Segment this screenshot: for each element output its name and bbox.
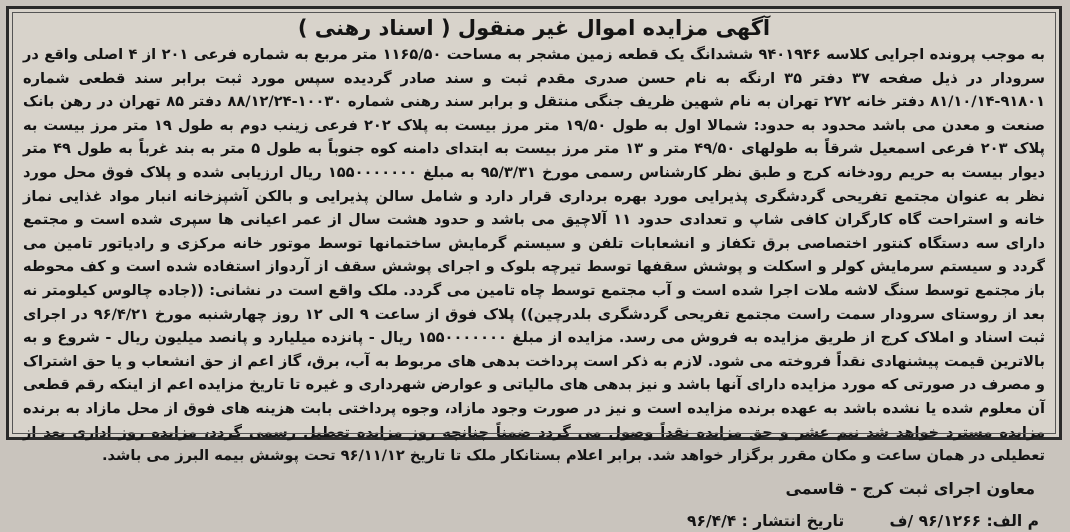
notice-body: به موجب پرونده اجرایی کلاسه ۹۴۰۱۹۴۶ ششدانگ یک قطعه زمین مشجر به مساحت ۱۱۶۵/۵۰ متر مربع به شماره فرعی ۲۰۱ از ۴ اصلی واقع در سرودار در ذیل صفحه ۳۷ دفتر ۳۵ ارنگه به نام حسن صدری مقدم ثبت و سند صادر گردیده سپس مورد ثبت برابر سند قطعی شماره ۹۱۸۰۱-۸۱/۱۰/۱۴ دفتر خانه ۲۷۲ تهران به نام شهین ظریف جنگی منتقل و برابر سند رهنی شماره ۱۰۰۳۰-۸۸/۱۲/۲۴ دفتر ۸۵ تهران در رهن بانک صنعت و معدن می باشد محدود به حدود: شمالا اول به طول ۱۹/۵۰ متر مرز بیست به پلاک ۲۰۲ فرعی زینب دوم به طول ۱۹ متر مرز بیست به پلاک ۲۰۳ فرعی اسمعیل شرقاً به طولهای ۴۹/۵۰ متر و ۱۳ متر مرز بیست به ابتدای دامنه کوه جنوباً به طول ۵ متر به بند غرباً به طول ۴۹ متر دیوار بیست به حریم رودخانه کرج و طبق نظر کارشناس رسمی مورخ ۹۵/۳/۳۱ به مبلغ ۱۵۵۰۰۰۰۰۰۰ ریال ارزیابی شده و پلاک فوق محل مورد نظر به عنوان مجتمع تفریحی گردشگری پذیرایی مورد بهره برداری قرار دارد و شامل سالن پذیرایی و بالکن آشپزخانه انبار مواد غذایی نماز خانه و استراحت گاه کارگران کافی شاپ و تعدادی حدود ۱۱ آلاچیق می باشد و حدود هشت سال از عمر اعیانی ها سپری شده است و مجتمع دارای سه دستگاه کنتور اختصاصی برق تکفاز و انشعابات تلفن و سیستم گرمایش ساختمانها توسط موتور خانه مرکزی و رادیاتور تامین می گردد و سیستم سرمایش کولر و اسکلت و پوشش سقفها توسط تیرچه بلوک و اجرای پوشش سقف از آردواز استفاده شده است و کف محوطه باز مجتمع توسط سنگ لاشه ملات اجرا شده است و آب مجتمع توسط چاه تامین می گردد. ملک واقع است در نشانی: ((جاده چالوس کیلومتر نه بعد از روستای سرودار سمت راست مجتمع تفریحی گردشگری بلدرچین)) پلاک فوق از ساعت ۹ الی ۱۲ روز چهارشنبه مورخ ۹۶/۴/۲۱ در اجرای ثبت اسناد و املاک کرج از طریق مزایده به فروش می رسد. مزایده از مبلغ ۱۵۵۰۰۰۰۰۰۰ ریال - پانزده میلیارد و پانصد میلیون ریال - شروع و به بالاترین قیمت پیشنهادی نقداً فروخته می شود. لازم به ذکر است پرداخت بدهی های مربوط به آب، برق، گاز اعم از حق انشعاب و یا حق اشتراک و مصرف در صورتی که مورد مزایده دارای آنها باشد و نیز بدهی های مالیاتی و عوارض شهرداری و غیره تا تاریخ مزایده اعم از اینکه رقم قطعی آن معلوم شده یا نشده باشد به عهده برنده مزایده است و نیز در صورت وجود مازاد، وجوه پرداختی بابت هزینه های فوق از محل مازاد به برنده مزایده مسترد خواهد شد نیم عشر و حق مزایده نقداً وصول می گردد ضمناً چنانچه روز مزایده تعطیل رسمی گردد، مزایده روز اداری بعد از تعطیلی در همان ساعت و مکان مقرر برگزار خواهد شد. برابر اعلام بستانکار ملک تا تاریخ ۹۶/۱۱/۱۲ تحت پوشش بیمه البرز می باشد. [23, 46, 1046, 465]
signature: معاون اجرای ثبت کرج - قاسمی [785, 478, 1035, 498]
auction-notice [6, 6, 1062, 530]
reference-number: م الف: ۹۶/۱۲۶۶ /ف [889, 511, 1039, 530]
notice-title: آگهی مزایده اموال غیر منقول ( اسناد رهنی ) [297, 16, 771, 40]
publish-date: تاریخ انتشار : ۹۶/۴/۴ [687, 511, 845, 530]
notice-footer [23, 510, 1045, 532]
